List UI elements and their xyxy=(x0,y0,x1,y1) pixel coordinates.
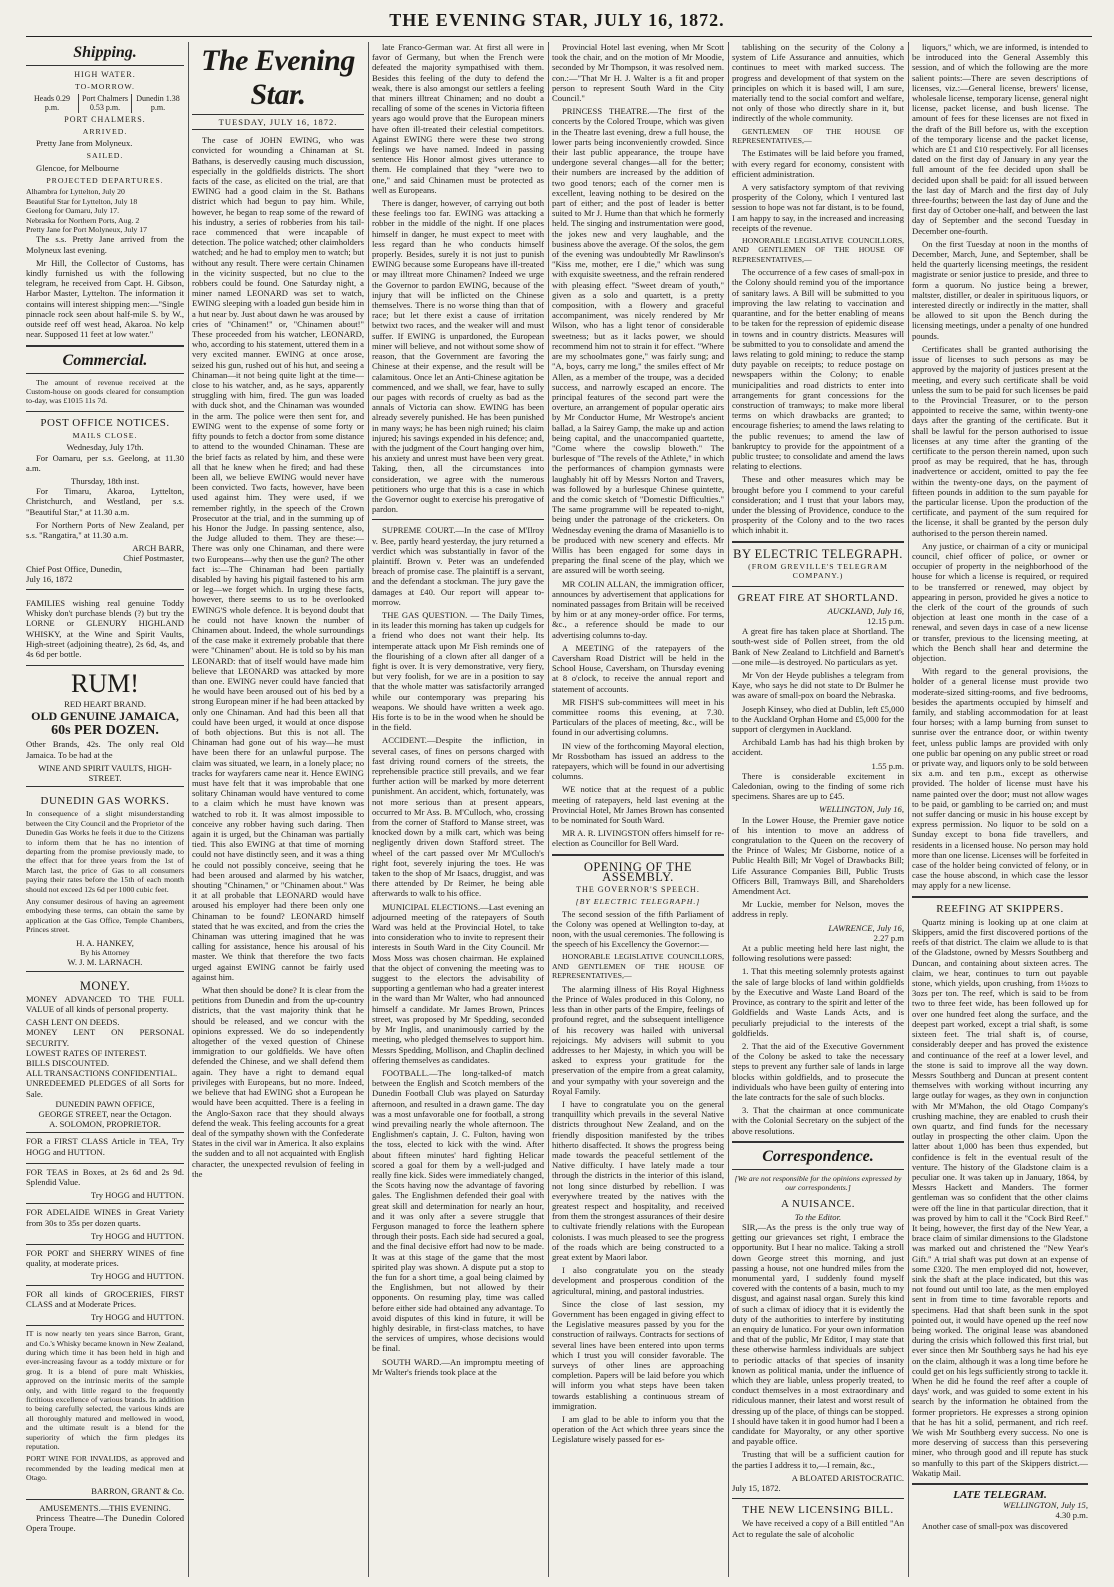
divider xyxy=(732,541,904,543)
dateline-place: WELLINGTON, July 16, xyxy=(819,804,904,815)
high-water-label: HIGH WATER. xyxy=(74,70,136,79)
telegram-paragraph: 1. That this meeting solemnly protests against the sale of large blocks of land within goldfields by the Executive and Waste Land Board of the Province, as contrary to the spirit and letter of the Goldfields and Waste Lands Acts, and is peculiarly prejudicial to the interests of the goldfields. xyxy=(732,966,904,1038)
hogg-ad xyxy=(26,1286,184,1327)
masthead-title: The Evening Star. xyxy=(201,44,355,111)
shipping-heading: Shipping. xyxy=(26,44,184,66)
column-1 xyxy=(26,42,184,1582)
whisky-ad xyxy=(26,595,184,666)
whisky-ad-text: FAMILIES wishing real genuine Toddy Whisky don't purchase blends (?) but try the LORNE or GLENURY HIGHLAND WHISKY, at the Wine and Spirit Vaults, High-street (adjoining theatre), 2s 6d, 4s, and 4s 6d per bottle. xyxy=(26,597,184,659)
rum-vaults: WINE AND SPIRIT VAULTS, HIGH-STREET. xyxy=(38,762,172,783)
money-line: DUNEDIN PAWN OFFICE, xyxy=(55,1098,155,1109)
letter-paragraph: SIR,—As the press is the only true way of getting our grievances set right, I embrace the opportunity. But I hear no malice. Taking a stroll down George street this morning, and just passing a house, not one hundred miles from the monumental yard, I suddenly found myself covered with the contents of a basin, much to my disgust, and against nasal organ. Surely this kind of such a climax of idiocy that it is evidently the duty of the authorities to interfere by instituting an enquiry de lunatico. For your own information and that of the public, Mr Editor, I may state that these otherwise harmless individuals are subject to periodic attacks of that species of insanity known as political mania, under the influence of which they are liable, unless properly treated, to conduct themselves in a most extraordinary and ridiculous manner, their latest and worst result of dressing up of the place, of things can be stopped. I should have taken it in good humor had I been a candidate for Mayoralty, or any other sportive and payable office. xyxy=(732,1221,904,1447)
telegram-paragraph: Mr Von der Heyde publishes a telegram from Kaye, who says he did not state to Dr Bulmer he was aware of small-pox on board the Nebraska. xyxy=(732,670,904,701)
speech-paragraph: The second session of the fifth Parliament of the Colony was opened at Wellington to-day, at noon, with the usual ceremonies. The following is the speech of his Excellency the Governor:— xyxy=(552,908,724,950)
dateline-place: LAWRENCE, July 16, xyxy=(828,922,904,933)
speech-paragraph: These and other measures which may be brought before you I commend to your careful consideration; and I trust that your labors may, under the blessing of Providence, conduce to the prosperity of the Colony and to the two races which inhabit it. xyxy=(732,474,904,536)
rum-price: 60s PER DOZEN. xyxy=(51,723,159,739)
speech-paragraph: tablishing on the security of the Colony a system of Life Assurance and annuities, which continues to meet with marked success. The progress and development of that system on the principles on which it is based will, I am sure, materially tend to the social comfort and welfare, not only of those who directly share in it, but indirectly of the whole community. xyxy=(732,42,904,124)
sailed-label: SAILED. xyxy=(86,151,124,161)
speech-paragraph: I have to congratulate you on the general tranquillity which prevails in the several Native districts throughout New Zealand, and on the friendly disposition manifested by the tribes hitherto disaffected. It shows the progress being made towards the peaceful settlement of the Native difficulty. I have lately made a tour through the districts in the interior of this island, not long since disturbed by rebellion. I was everywhere treated by the natives with the greatest respect and hospitality, and received from them the strongest assurances of their desire to cultivate friendly relations with the European colonists. I was much pleased to see the progress of the roads which are being constructed to a great extent by Maori labor. xyxy=(552,1098,724,1262)
gas-works-ad xyxy=(26,787,184,971)
divider xyxy=(372,519,544,520)
commercial-text: The amount of revenue received at the Custom-house on goods cleared for consumption to-day, was £1015 11s 7d. xyxy=(26,377,184,406)
speech-paragraph: I also congratulate you on the steady development and prosperous condition of the agricultural, mining, and pastoral industries. xyxy=(552,1265,724,1296)
hogg-ad-text: FOR TEAS in Boxes, at 2s 6d and 2s 9d. Splendid Value. xyxy=(26,1166,184,1187)
news-paragraph: ACCIDENT.—Despite the infliction, in several cases, of fines on persons charged with fast driving round corners of the streets, the reprehensible practice still prevails, and we fear further action will be marked by more deterrent punishment. An accident, which, fortunately, was not more serious than at present appears, occurred to Mr Ass. B. M'Culloch, who, crossing from the corner of Stafford to Manse street, was knocked down by a milk cart, which was being negligently driven down Stafford street. The wheel of the cart passed over Mr M'Culloch's right foot, severely injuring the toes. He was taken to the shop of Mr Isaacs, druggist, and was there attended by Dr Reimer, he being able afterwards to walk to his office. xyxy=(372,735,544,899)
speech-subheading: THE GOVERNOR'S SPEECH. xyxy=(576,885,700,895)
licensing-paragraph: On the first Tuesday at noon in the months of December, March, June, and September, shall be held the quarterly licensing meetings, the resident magistrate or senior justice to preside, and three to form a quorum. No justice being a brewer, maltster, distiller, or dealer in spirituous liquors, or interested directly or indirectly in the matter, shall be allowed to sit upon the Bench during the licensing meetings, under a penalty of one hundred pounds. xyxy=(912,238,1088,341)
mail-day: Thursday, 18th inst. xyxy=(70,475,140,486)
editorial-paragraph: late Franco-German war. At first all were in favor of Germany, but when the French were defeated the majority sympathised with them. Besides this feeling of the duty to defend the weak, there is also amongst our settlers a feeling that miners illtreat Chinamen; and no doubt a recalling of some of the scenes in Victoria fifteen years ago would prove that the European miners have often ill-treated their celestial competitors. Against EWING there were these two strong feelings we have named. Indeed in passing sentence His Honor almost gives utterance to them. He complained that they "were two to one," and said Chinamen must be protected as well as Europeans. xyxy=(372,42,544,195)
dateline-time: 2.27 p.m xyxy=(873,932,904,943)
hogg-ad-sign: Try HOGG and HUTTON. xyxy=(90,1230,184,1241)
gas-works-text: In consequence of a slight misunderstanding between the City Council and the Proprietor of the Dunedin Gas Works he feels it due to the Citizens to inform them that he has no intention of departing from the promise previously made, to the effect that for three years from the 1st of March last, the price of Gas to all consumers paying their rates before the 15th of each month should not exceed 12s 6d per 1000 cubic feet. xyxy=(26,809,184,894)
divider xyxy=(26,411,184,412)
telegram-paragraph: A great fire has taken place at Shortland. The south-west side of Pollen street, from the old Bank of New Zealand to Litchfield and Barnett's—one mile—is destroyed. No particulars as yet. xyxy=(732,626,904,667)
money-line: BILLS DISCOUNTED. xyxy=(26,1057,110,1068)
divider xyxy=(732,586,904,587)
speech-paragraph: The alarming illness of His Royal Highness the Prince of Wales produced in this Colony, no less than in other parts of the Empire, feelings of profound regret, and the subsequent intelligence of his recovery was hailed with universal rejoicings. My advisers will submit to you addresses to her Majesty, in which you will be asked to express your gratitude for the preservation of the empire from a great calamity, and your sympathy with your sovereign and the Royal Family. xyxy=(552,983,724,1096)
postmaster-title: Chief Postmaster, xyxy=(123,553,184,564)
barron-ad xyxy=(26,1326,184,1500)
divider xyxy=(732,1498,904,1499)
mail-day: Wednesday, July 17th. xyxy=(66,442,144,453)
news-paragraph: SOUTH WARD.—An impromptu meeting of Mr Walter's friends took place at the xyxy=(372,1356,544,1377)
speech-paragraph: I am glad to be able to inform you that the operation of the Act which three years since the Legislature wisely passed for es- xyxy=(552,1414,724,1445)
hogg-ad-sign: Try HOGG and HUTTON. xyxy=(90,1311,184,1322)
barron-ad-text: IT is now nearly ten years since Barron, Grant, and Co.'s Whisky became known in New Zealand, during which time it has been held in high and ever-increasing favour as a toddy mixture or for grog. It is a blend of pure malt Whiskies, approved on the intrinsic merits of the sample only, and with little regard to the frequently fictitious excellence of various brands. In addition to being carefully selected, the various kinds are all thoroughly matured and mellowed in wood, and the ultimate result is a blend for the superiority of which the firm pledges its reputation. xyxy=(26,1329,184,1452)
barron-signature: BARRON, GRANT & Co. xyxy=(91,1485,184,1496)
news-paragraph: FOOTBALL.—The long-talked-of match between the English and Scotch members of the Dunedin Football Club was played on Saturday afternoon, and resulted in a drawn game. The day was a most unfavorable one for football, a strong wind prevailing nearly the whole afternoon. The Englishmen's captain, J. C. Fulton, having won the toss, elected to kick with the wind. After about fifteen minutes' hard fighting Helicar scored a goal for them by a well-judged and really fine kick. Sides were immediately changed, the Scots having now the advantage of favoring gales. The Englishmen defended their goal with great skill and determination for nearly an hour, and it was only after a severe struggle that Ferguson managed to force the leathern sphere through their posts. Each side had secured a goal, and the final decisive effort had now to be made. It was at this stage of the game that the most spirited play was shown. A dispute put a stop to the fun for a short time, a goal being claimed by the Englishmen, but not allowed by their opponents. On resuming play, time was called before either side had obtained any advantage. To avoid disputes of this kind in future, it will be highly desirable, in first-class matches, to have the services of umpires, whose decisions would be final. xyxy=(372,1067,544,1354)
news-paragraph: Provincial Hotel last evening, when Mr Scott took the chair, and on the motion of Mr Moodie, seconded by Mr Thompson, it was resolved nem. con.:—"That Mr H. J. Walter is a fit and proper person to represent South Ward in the City Council." xyxy=(552,42,724,104)
telegram-paragraph: 3. That the chairman at once communicate with the Colonial Secretary on the subject of the above resolutions. xyxy=(732,1105,904,1136)
money-line: GEORGE STREET, near the Octagon. xyxy=(38,1108,172,1119)
projected-item: Nebraska for Northern Ports, Aug. 2 xyxy=(26,215,140,225)
divider xyxy=(26,345,184,347)
hogg-ad-text: FOR all kinds of GROCERIES, FIRST CLASS and at Moderate Prices. xyxy=(26,1288,184,1309)
licensing-paragraph: With regard to the general provisions, the holder of a general license must provide two moderate-sized sitting-rooms, and five bedrooms, besides the apartments occupied by himself and family, and stabling accommodation for at least four horses; with a lamp burning from sunset to sunrise over the entrance door, or within twenty feet, unless public lamps are provided with only one public bar opening on any public street or road or private way, and liquors only to be sold between six a.m. and ten p.m., except as otherwise provided. The holder of license must have his name painted over the door; must not allow wages to be paid, or gambling to be carried on; and must not suffer dancing or music in his house except by express permission. No liquor to be sold on a Sunday except to bona fide travellers, and residents in a licensed house. No person may hold more than one license. Licenses will be forfeited in case of the holder being convicted of felony, or in case the house abscond, in which case the lessor may apply for a new license. xyxy=(912,666,1088,891)
column-4 xyxy=(552,42,724,1582)
telegraph-source: (FROM GREVILLE'S TELEGRAM COMPANY.) xyxy=(748,561,888,581)
telegram-paragraph: Archibald Lamb has had his thigh broken by accident. xyxy=(732,737,904,758)
column-2 xyxy=(192,42,364,1582)
speech-address: HONORABLE LEGISLATIVE COUNCILLORS, AND GENTLEMEN OF THE HOUSE OF REPRESENTATIVES,— xyxy=(732,236,904,264)
speech-address: GENTLEMEN OF THE HOUSE OF REPRESENTATIVES,— xyxy=(732,126,904,146)
to-editor: To the Editor. xyxy=(794,1211,842,1222)
news-paragraph: MUNICIPAL ELECTIONS.—Last evening an adjourned meeting of the ratepayers of South Ward was held at the Provincial Hotel, to take into consideration who to invite to represent their interests in South Ward in the City Council. Mr Moss Moss was chosen chairman. He explained that the object of convening the meeting was to suggest to the electors the advisability of supporting a gentleman who had a greater interest in the ward than Mr Walter, who had announced himself a candidate. Mr James Brown, Princes street, was proposed by Mr Spedding, seconded by Mr Inglis, and unanimously carried by the meeting, who pledged themselves to support him. Messrs Spedding, Mollison, and Chaplin declined offering themselves as candidates. xyxy=(372,901,544,1065)
arrived-text: Pretty Jane from Molyneux. xyxy=(36,138,133,149)
rum-brand: RED HEART BRAND. xyxy=(64,699,146,710)
running-head: THE EVENING STAR, JULY 16, 1872. xyxy=(389,10,725,30)
money-line: CASH LENT ON DEEDS. xyxy=(26,1017,120,1028)
news-paragraph: WE notice that at the request of a public meeting of ratepayers, held last evening at the Provincial Hotel, Mr James Brown has consented to be nominated for South Ward. xyxy=(552,784,724,826)
late-telegram-text: Another case of small-pox was discovered xyxy=(922,1520,1068,1531)
column-5 xyxy=(732,42,904,1582)
money-line: A. SOLOMON, PROPRIETOR. xyxy=(49,1119,161,1130)
gas-signature: H. A. HANKEY, xyxy=(76,937,134,948)
projected-item: Alhambra for Lyttelton, July 20 xyxy=(26,187,125,197)
column-3 xyxy=(372,42,544,1582)
letter-paragraph: Trusting that will be a sufficient caution for the parties I address it to,—I remain, &c., xyxy=(732,1449,904,1470)
telegram-paragraph: 2. That the aid of the Executive Government of the Colony be asked to take the necessary steps to prevent any further sale of lands in large blocks within goldfields, and to prosecute the individuals who have been guilty of entering into the late contracts for the sale of such blocks. xyxy=(732,1040,904,1102)
money-heading: MONEY. xyxy=(79,978,131,993)
speech-address: HONORABLE LEGISLATIVE COUNCILLORS, AND GENTLEMEN OF THE HOUSE OF REPRESENTATIVES,— xyxy=(552,952,724,981)
fire-heading: GREAT FIRE AT SHORTLAND. xyxy=(737,591,899,604)
masthead-date: TUESDAY, JULY 16, 1872. xyxy=(192,114,364,130)
gas-signature: By his Attorney xyxy=(80,947,130,957)
projected-list xyxy=(26,187,184,234)
licensing-heading: THE NEW LICENSING BILL. xyxy=(742,1504,894,1517)
news-paragraph: A MEETING of the ratepayers of the Caversham Road District will be held in the School House, Caversham, on Thursday evening at 8 o'clock, to receive the annual report and statement of accounts. xyxy=(552,642,724,694)
news-paragraph: THE GAS QUESTION. — The Daily Times, in its leader this morning has taken up cudgels for a friend who does not want their help. Its intemperate attack upon Mr Fish reminds one of the flourishing of a clown after all danger of a fight is over. It is very demonstrative, very fiery, but very foolish, for we are in a position to say that the whole matter was satisfactorily arranged while our contemporary was preparing his weapons. We should have written a week ago. His forte is to be in the wood when he should be in the field. xyxy=(372,609,544,733)
editorial-paragraph: What then should be done? It is clear from the petitions from Dunedin and from the up-country districts, that the vast majority think that he should be released, and we concur with the opinions expressed. We do so independently altogether of the vexed question of Chinese immigration to our goldfields. We have often defended the Chinese, and we shall defend them again. They have a right to demand equal privileges with Europeans, but no more. Indeed, we believe that had EWING shot a European he would have been acquitted. There is a feeling in the Anglo-Saxon race that they should always defend the weak. This feeling accounts for a great deal of the sympathy shown with the Confederate States in the civil war in America. It also explains the sudden and to all not acquainted with English character, the unexpected revulsion of feeling in the xyxy=(192,985,364,1179)
commercial-heading: Commercial. xyxy=(26,352,184,374)
news-paragraph: IN view of the forthcoming Mayoral election, Mr Rossbotham has issued an address to the ratepayers, which will be found in our advertising columns. xyxy=(552,740,724,782)
post-office-heading: POST OFFICE NOTICES. xyxy=(40,416,170,429)
dateline-time: 4.30 p.m. xyxy=(1055,1510,1088,1521)
editorial-paragraph: The case of JOHN EWING, who was convicted for wounding a Chinaman at St. Bathans, is deservedly causing much discussion, especially in the goldfields districts. The short facts of the case, as elicited on the trial, are that EWING had a good claim in the St. Bathans district which had begun to pay him. While, however, he began to reap some of the reward of his industry, a series of robberies from his tail-race commenced that were incapable of detection. The police watched; other claimholders watched; and he had to employ men to watch; but without any result. There were certain Chinamen in the vicinity suspected, but no clue to the robbers could be found. One Saturday night, a miner named LEONARD was set to watch, EWING sleeping with a loaded gun beside him in a hut near by. Just about dawn he was aroused by cries of "Chinamen!" or, "Chinamen about!" These proceeded from his watcher, LEONARD, who, according to his statement, uttered them in a very excited manner. EWING at once arose, seized his gun, rushed out of his hut, and seeing a Chinaman—it not being quite light at the time—close to his watcher, and, as he says, apparently struggling with him, fired. The gun was loaded with duck shot, and the Chinaman was wounded in the arm. The police were then sent for, and EWING went to the expense of some forty or fifty pounds to fetch a doctor from some distance to attend to the wounded Chinaman. These are the brief facts as related by him, and these were all that he knew when he fired; and had these been all, we believe EWING would never have been convicted. Two facts, however, have been used against him. They were used, if we remember rightly, in the speech of the Crown Prosecutor at the trial, and in the summing up of his Honor the Judge. In passing sentence, also, the Judge alluded to them. They are these:—There was only one Chinaman, and there were two Europeans—why then use the gun? The other fact is:—The Chinaman had been partially disabled by having his pigtail fastened to his arm or leg—we forget which. In urging these facts, however, there seems to us to be overlooked EWING'S whole defence. It is beyond doubt that he could not have known the number of Chinamen about. Indeed, the whole surroundings of the case make it extremely probable that there were "Chinamen" about. He is told so by his man LEONARD: that of itself would have made him believe that LEONARD was attacked by more than one. EWING never could have fancied that he would have been aroused out of his bed by a strong European miner if he had been attacked by only one Chinaman. And had this been all that could have been urged, it would at once dispose of both objections. But this is not all. The Chinaman had gone out of his way—he must have been there for an unlawful purpose. The claim was situated, we learn, in a lonely place; no tracks for wayfarers came near it. Hence EWING must have felt that it was improbable that one solitary Chinaman would have ventured to come to a claim which he must have known was watched to rob it. It was almost impossible to conceive any robber having such daring. Then again it is urged, but the Chinaman was partially tied. This also EWING at that time of morning could not have distinctly seen, and it was a thing he could not possibly conceive, seeing that he had been aroused and alarmed by his watcher, shouting "Chinamen," or "Chinamen about." Was it at all probable that LEONARD would have aroused his employer had there been only one Chinaman to be found? LEONARD himself stated that he was excited, and from the cries the Chinaman was uttering imagined that he was calling for assistance, hence his arousal of his master. We think that therefore the two facts urged against EWING cannot be fairly used against him. xyxy=(192,135,364,982)
divider xyxy=(912,1483,1088,1485)
correspondence-note: [We are not responsible for the opinions expressed by our correspondents.] xyxy=(734,1173,902,1193)
mail-entry: For Oamaru, per s.s. Geelong, at 11.30 a.m. xyxy=(26,452,184,473)
letter-date: July 15, 1872. xyxy=(732,1483,781,1494)
hogg-ad-text: FOR PORT and SHERRY WINES of fine quality, at moderate prices. xyxy=(26,1247,184,1269)
postmaster-name: ARCH BARR, xyxy=(132,543,184,554)
money-line: MONEY ADVANCED TO THE FULL VALUE of all kinds of personal property. xyxy=(26,993,184,1014)
telegram-paragraph: There is considerable excitement in Caledonian, owing to the finding of some rich specimens. Shares are up to £45. xyxy=(732,770,904,802)
correspondence-heading: Correspondence. xyxy=(732,1148,904,1170)
licensing-paragraph: Any justice, or chairman of a city or municipal council, chief officer of police, or owner or occupier of property in the neighborhood of the house for which a license is required, or required to be transferred or renewed, may object by appearing in person, provided he gives a notice to the clerk of the court of the grounds of such objection at least one month in the case of a renewal, and seven days in case of a new license or transfer, previous to the licensing meeting, at which the Bench shall hear and determine the objection. xyxy=(912,540,1088,663)
rum-ad-line: OLD GENUINE JAMAICA, xyxy=(31,709,179,724)
dateline-place: WELLINGTON, July 15, xyxy=(1003,1500,1088,1511)
projected-label: PROJECTED DEPARTURES. xyxy=(46,176,164,186)
letter-signature: A BLOATED ARISTOCRATIC. xyxy=(791,1472,904,1483)
licensing-paragraph: We have received a copy of a Bill entitled "An Act to regulate the sale of alcoholic xyxy=(732,1518,904,1539)
hogg-ad xyxy=(26,1133,184,1163)
mails-close-label: MAILS CLOSE. xyxy=(72,430,138,440)
editorial-paragraph: There is danger, however, of carrying out both these feelings too far. EWING was attacking a robber in the middle of the night. If one places himself in danger, he must expect to meet with less regard than he who conducts himself properly. Besides, surely it is not just to punish EWING because some Europeans have ill-treated or may illtreat more Chinamen? Indeed we urge the Governor to pardon EWING, because of the injury that will be inflicted on the Chinese themselves. There is no worse thing than that of race; but let there exist a cause of irritation betwixt two races, and the weaker will and must suffer. If EWING is unpardoned, the European miner will believe, and not without some show of reason, that the Government are favoring the Chinese at their expense, and the result will be calamitous. Once let an Anti-Chinese agitation be commenced, and we shall, we fear, have to sully our pages with records of cruelty as bad as the annals of Victoria can show. EWING has been already severely punished. He has been punished in many ways; he has been nigh ruined; his claim injured; his savings expended in his defence; and, with the judgment of the Court hanging over him, his anxiety and unrest must have been very great. Taking, then, all the circumstances into consideration, we agree with the numerous petitioners who urge that this is a case in which the Governor ought to exercise his prerogative of pardon. xyxy=(372,198,544,515)
column-6 xyxy=(912,42,1088,1582)
telegraph-note: [BY ELECTRIC TELEGRAPH.] xyxy=(575,897,701,907)
arrived-label: ARRIVED. xyxy=(82,126,128,136)
telegram-paragraph: At a public meeting held here last night, the following resolutions were passed: xyxy=(732,943,904,964)
speech-paragraph: A very satisfactory symptom of that reviving prosperity of the Colony, which I ventured last session to hope was not far distant, is to be found, I am happy to say, in the increased and increasing receipts of the revenue. xyxy=(732,182,904,233)
hogg-ad xyxy=(26,1245,184,1286)
licensing-paragraph: liquors," which, we are informed, is intended to be introduced into the General Assembly this session, and of which the following are the more salient points:—There are seven descriptions of licenses, viz.:—General license, brewers' license, wholesale license, temporary license, general night license, packet license, and bush license. The amount of fees for these licenses are not fixed in the draft of the Bill before us, with the exception of the temporary license and the packet license, which are £1 and £10 respectively. For all licenses dated on the first day of January in any year the full amount of the fee decided upon shall be decided upon shall be paid: for all issued between the last day of March and the first day of July three-fourths; between the last day of June and the first day of October one-half, and between the last day of September and the second Tuesday in December one-fourth. xyxy=(912,42,1088,236)
divider xyxy=(732,1141,904,1143)
news-paragraph: MR COLIN ALLAN, the immigration officer, announces by advertisement that applications for nominated passages from Britain will be received by him or at any money-order office. For terms, &c., a reference should be made to our advertising columns to-day. xyxy=(552,578,724,640)
gas-works-heading: DUNEDIN GAS WORKS. xyxy=(40,795,170,808)
late-telegram-heading: LATE TELEGRAM. xyxy=(953,1489,1047,1502)
dateline-time: 12.15 p.m. xyxy=(867,615,904,626)
hogg-ad-text: FOR ADELAIDE WINES in Great Variety from 30s to 35s per dozen quarts. xyxy=(26,1207,184,1228)
head-rule xyxy=(26,36,1092,37)
projected-item: Pretty Jane for Port Molyneux, July 17 xyxy=(26,225,148,235)
rum-ad xyxy=(26,666,184,787)
telegraph-heading: BY ELECTRIC TELEGRAPH. xyxy=(733,546,903,561)
amusements-heading: AMUSEMENTS.—THIS EVENING. xyxy=(39,1502,171,1513)
port-heading: PORT CHALMERS. xyxy=(64,114,146,124)
money-line: LOWEST RATES OF INTEREST. xyxy=(26,1047,147,1058)
projected-item: Beautiful Star for Lyttelton, July 18 xyxy=(26,196,138,206)
column-divider xyxy=(548,42,549,1577)
speech-paragraph: The occurrence of a few cases of small-pox in the Colony should remind you of the importance of sanitary laws. A Bill will be submitted to you improving the law relating to vaccination and quarantine, and for the better enabling of means to be taken for the repression of epidemic disease in towns and in country districts. Measures will be submitted to you to consolidate and amend the laws relating to gold mining; to reduce the stamp duty payable on receipts; to reduce postage on newspapers within the Colony; to enable municipalities and road districts to enter into arrangements for grant concessions for the construction of tramways; to make more liberal terms on which drawbacks are granted; to encourage fisheries; to amend the laws relating to the public revenues; to amend the law of bankruptcy to provide for the appointment of a public trustee; to consolidate and amend the laws relating to elections. xyxy=(732,267,904,472)
amusements-text: Princess Theatre—The Dunedin Colored Opera Troupe. xyxy=(26,1513,184,1534)
hogg-ad-sign: Try HOGG and HUTTON. xyxy=(90,1190,184,1201)
news-paragraph: MR A. R. LIVINGSTON offers himself for re-election as Councillor for Bell Ward. xyxy=(552,828,724,849)
column-divider xyxy=(188,42,189,1577)
rum-ad-title: RUM! xyxy=(71,669,139,699)
hogg-ad xyxy=(26,1164,184,1205)
column-divider xyxy=(908,42,909,1577)
money-line: ALL TRANSACTIONS CONFIDENTIAL. xyxy=(26,1068,178,1079)
telegram-paragraph: Joseph Kinsey, who died at Dublin, left £5,000 to the Auckland Orphan Home and £5,000 for the support of clergymen in Auckland. xyxy=(732,703,904,735)
telegram-paragraph: Mr Luckie, member for Nelson, moves the address in reply. xyxy=(732,899,904,920)
speech-paragraph: The Estimates will be laid before you framed, with every regard for economy, consistent with efficient administration. xyxy=(732,148,904,179)
hogg-ad xyxy=(26,1204,184,1245)
news-paragraph: MR FISH'S sub-committees will meet in his committee rooms this evening, at 7.30. Particulars of the places of meeting, &c., will be found in our advertising columns. xyxy=(552,696,724,738)
hogg-ad-sign: Try HOGG and HUTTON. xyxy=(90,1271,184,1282)
shipping-notice: The s.s. Pretty Jane arrived from the Molyneux last evening. xyxy=(26,234,184,255)
tide-heads: Heads 0.29 p.m. xyxy=(34,93,70,113)
divider xyxy=(26,589,184,590)
rum-ad-text: Other Brands, 42s. The only real Old Jamaica. To be had at the xyxy=(26,739,184,760)
speech-paragraph: Since the close of last session, my Government has been engaged in giving effect to the Legislative measures passed by you for the construction of railways. Contracts for sections of several lines have been entered into upon terms which I trust you will consider favorable. The surveys of other lines are approaching completion. Papers will be laid before you which will inform you what steps have been taken towards establishing a continuous stream of immigration. xyxy=(552,1298,724,1411)
mail-entry: For Timaru, Akaroa, Lyttelton, Christchurch, and Westland, per s.s. "Beautiful Star," at 11.30 a.m. xyxy=(26,486,184,517)
gas-signature: W. J. M. LARNACH. xyxy=(67,957,143,968)
tide-dunedin: Dunedin 1.38 p.m. xyxy=(131,94,184,113)
money-line: MONEY LENT ON PERSONAL SECURITY. xyxy=(26,1027,184,1048)
news-paragraph: SUPREME COURT.—In the case of M'Ilroy v. Bee, partly heard yesterday, the jury returned a verdict which was substantially in favor of the plaintiff. Brown v. Peter was an undefended breach of promise case. The plaintiff is a servant, and the defendant a stockman. The jury gave the damages at £40. Our report will appear to-morrow. xyxy=(372,525,544,607)
post-office-place: Chief Post Office, Dunedin, xyxy=(26,563,123,574)
hogg-ad-text: FOR a FIRST CLASS Article in TEA, Try HOGG and HUTTON. xyxy=(26,1136,184,1157)
sailed-text: Glencoe, for Melbourne xyxy=(36,162,119,173)
tide-table xyxy=(26,94,184,113)
shipping-notice: Mr Hill, the Collector of Customs, has kindly furnished us with the following telegram, he received from Capt. H. Gibson, Harbor Master, Lyttelton. The information it contains will interest shipping men:—"Single pinnacle rock seen about half-mile S. by W., outside reef off west head, Akaroa. No kelp near. Supposed 11 feet at low water." xyxy=(26,257,184,340)
gas-works-text: Any consumer desirous of having an agreement embodying these terms, can obtain the same by application at the Gas Office, Temple Chambers, Princes street. xyxy=(26,897,184,935)
money-ad xyxy=(26,972,184,1134)
column-divider xyxy=(368,42,369,1577)
reefing-heading: REEFING AT SKIPPERS. xyxy=(936,902,1064,915)
mail-entry: For Northern Ports of New Zealand, per s.s. "Rangatira," at 11.30 a.m. xyxy=(26,519,184,540)
news-paragraph: PRINCESS THEATRE.—The first of the concerts by the Colored Troupe, which was given in the Theatre last evening, drew a full house, the lower parts being inconveniently crowded. Since their last public appearance, the troupe have undergone several changes—all for the better; their numbers are increased by the addition of two good tenors; each of the corner men is excellent, leaving nothing to be desired on the part of either; and the post of leader is better suited to Mr J. Hume than that which he formerly held. The singing and instrumentation were good, the jokes new and very laughable, and the business above the average. Of the solos, the gem of the evening was undoubtedly Mr Rawlinson's "Kiss me, mother, ere I die," which was sung with exquisite sweetness, and the refrain rendered with pleasing effect. "Sweet dream of youth," given as a solo and quartett, is a pretty composition, with a flowery and graceful accompaniment, was nicely rendered by Mr Wilson, who has a light tenor of considerable sweetness; but as it lacks power, we should recommend him not to strain it for effect. "Where are my schoolmates gone," was fairly sung; and "A, boys, carry me long," the smiles effect of Mr Allen, as a member of the troupe, was a decided success, and narrowly escaped an encore. The principal features of the second part were the overture, an arrangement of popular operatic airs by Mr Conductor Hume, Mr Westrope's ancient ballad, a la Sairey Gamp, the make up and action being capital, and the unaccompanied quartette, "Come where the cowslip bloweth." The burlesque of "The revels of the Athlete," in which the performances of champion gymnasts were laughably hit off by Messrs Norton and Travers, was followed by a burlesque Chinese quintette, and the comic sketch of "Domestic Difficulties." The same programme will be repeated to-night, being under the patronage of the cricketers. On Wednesday evening the drama of Masaniello is to be produced with new scenery and effects. Mr Willis has been engaged for some days in preparing the final scene of the play, which we are assured will be worth seeing. xyxy=(552,106,724,576)
divider xyxy=(912,896,1088,898)
dateline-place: AUCKLAND, July 16, xyxy=(827,605,904,616)
licensing-paragraph: Certificates shall be granted authorising the issue of licenses to such persons as may be approved by the majority of justices present at the meeting, and every such certificate shall be void unless the sum to be paid for such licenses be paid to the Provincial Treasurer, or to the person appointed to receive the same, within twenty-one days after the granting of the certificate. But it shall be lawful for the person authorised to issue licenses at any time after the granting of the certificate to the person therein named, upon such proof as may be required, that he has, through inadvertence or accident, omitted to pay the fee within the twenty-one days, on the payment of fifteen pounds in addition to the sum payable for the particular license. Upon the production of the certificate, and payment of the sum required for the license, it shall be granted by the person duly authorised to the person therein named. xyxy=(912,343,1088,538)
post-office-date: July 16, 1872 xyxy=(26,573,73,584)
dateline-time: 1.55 p.m. xyxy=(871,760,904,771)
telegram-paragraph: In the Lower House, the Premier gave notice of his intention to move an address of congratulation to the Queen on the recovery of the Prince of Wales; Mr Gisborne, notice of a Public Health Bill; Mr Vogel of Drawbacks Bill; Life Assurance Companies Bill, Public Trusts Officers Bill, Tramways Bill, and Shareholders Amendment Act. xyxy=(732,814,904,897)
divider xyxy=(552,854,724,856)
reefing-paragraph: Quartz mining is looking up at one claim at Skippers, amid the first discovered portions of the reefs of that district. The claim we allude to is that of the Gladstone, owned by Messrs Southberg and Duncan, and containing about sixteen acres. The claim, we hear, continues to turn out payable stone, which yields, upon crushing, from 1½ozs to 3ozs per ton. The reef, which is said to be from two to three feet wide, has been followed up for over one hundred feet along the surface, and the deepest part worked, except a trial shaft, is some sixteen feet. The trial shaft is, of course, considerably deeper and has proved the existence and continuance of the reef at a lower level, and the stone is said to improve all the way down. Messrs Southberg and Duncan at present content themselves with working without incurring any large outlay for wages, as they own in conjunction with Mr M'Mahon, the old Otago Company's crushing machine, they are enabled to crush their own quartz, and find funds for the necessary outlay in prospecting the other claim. Upon the latter about 1,000 has been thus expended, but confidence is felt in the eventual result of the venture. The history of the Gladstone claim is a peculiar one. It was taken up in January, 1864, by Messrs Hackett and Manders. The former gentleman was so confident that the other claims were off the line in that particular direction, that it was proved by him to call it the "Cock Bird Reef." It being, however, the first day of the New Year, a brace claim of similar dimensions to the Gladstone was marked out and christened the "New Year's Gift." A trial shaft was put down at an expense of some £320. The men employed did not, however, sink the shaft at the place indicated, but this was not found out until too late, as the men employed sent in from time to time favorable reports and specimens. Had that shaft been sunk in the spot pointed out, it would have opened up the reef now being worked. The original lease was abandoned during the crisis which followed this first trial, but ever since then Mr Southberg says he had his eye on the claim, although it was a long time before he could get on his legs sufficiently strong to tackle it. When he did he found the reef after a couple of days' work, and was guided to some extent in his search by the information he obtained from the former proprietors. He expresses a strong opinion that he has hit a solid, permanent, and rich reef. We wish Mr Southberg every success. No one is more deserving of success than this persevering miner, who through good and ill repute has stuck so manfully to this part of the Skippers district.—Wakatip Mail. xyxy=(912,916,1088,1478)
money-line: UNREDEEMED PLEDGES of all Sorts for Sale. xyxy=(26,1078,184,1099)
tomorrow-label: TO-MORROW. xyxy=(74,82,136,92)
tide-port: Port Chalmers 0.53 p.m. xyxy=(78,94,131,113)
projected-item: Geelong for Oamaru, July 17. xyxy=(26,206,120,216)
column-divider xyxy=(728,42,729,1577)
nuisance-heading: A NUISANCE. xyxy=(781,1197,855,1210)
opening-heading: OPENING OF THE ASSEMBLY. xyxy=(583,859,693,884)
port-wine-text: PORT WINE FOR INVALIDS, as approved and recommended by the leading medical men at Otago. xyxy=(26,1454,184,1483)
